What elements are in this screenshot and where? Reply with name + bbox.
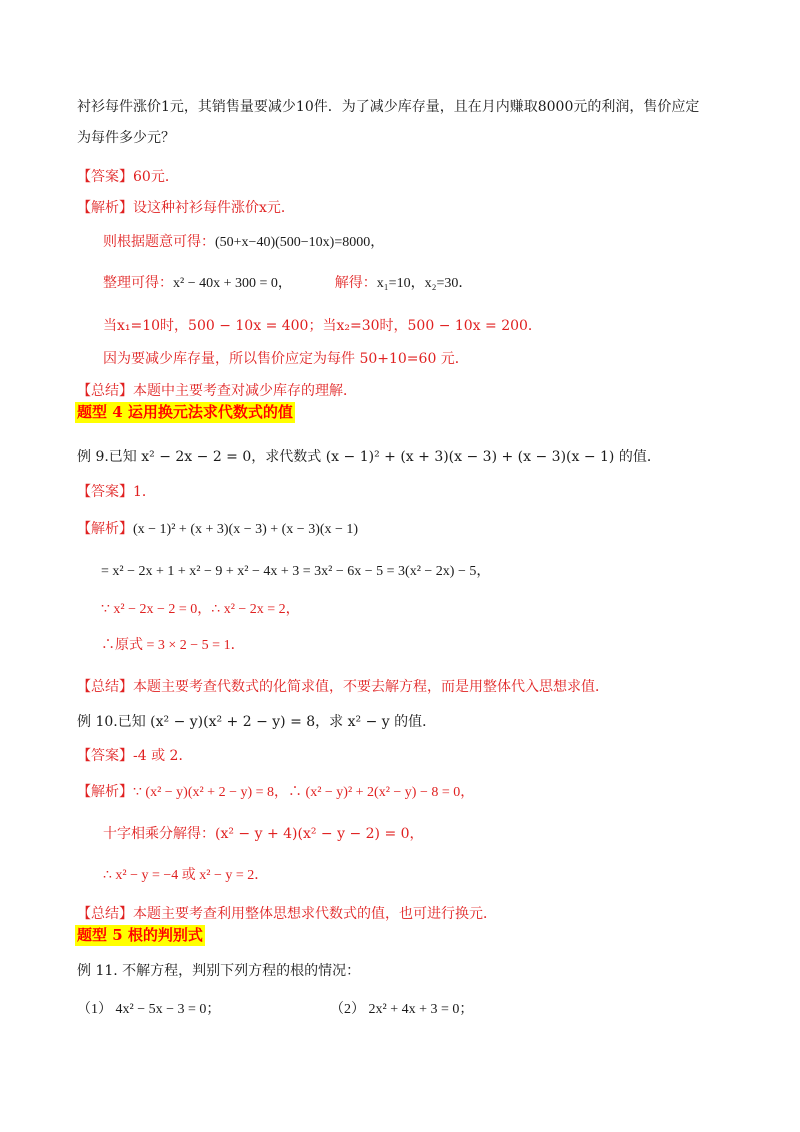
answer-value: 1． [133, 484, 156, 500]
summary-tag: 【总结】 [77, 906, 133, 922]
ex9-analysis-line-3: ∵ x² − 2x − 2 = 0，∴ x² − 2x = 2， [101, 602, 300, 617]
analysis-tag: 【解析】 [77, 521, 133, 537]
answer-tag: 【答案】 [77, 169, 133, 185]
ex10-analysis-line-2: 十字相乘分解得：(x² − y + 4)(x² − y − 2) = 0， [103, 826, 424, 842]
step-label: 整理可得： [103, 275, 173, 291]
summary-text: 本题主要考查利用整体思想求代数式的值，也可进行换元． [133, 906, 497, 922]
expression: ∵ (x² − y)(x² + 2 − y) = 8，∴ (x² − y)² + 2(x² − y) − 8 = 0， [133, 785, 475, 800]
ex10-analysis-line-3: ∴ x² − y = −4 或 x² − y = 2． [103, 868, 269, 883]
ex11-item-2: （2） 2x² + 4x + 3 = 0； [330, 1002, 474, 1017]
step-label: 则根据题意可得： [103, 234, 215, 250]
ex8-analysis-intro [77, 198, 295, 218]
answer-value: 60元． [133, 169, 179, 185]
ex9-analysis-line-1 [77, 519, 358, 540]
ex8-answer [77, 167, 179, 187]
ex10-answer [77, 746, 192, 766]
summary-text: 本题中主要考查对减少库存的理解． [133, 383, 357, 399]
ex9-question: 例 9.已知 x² − 2x − 2 = 0，求代数式 (x − 1)² + (x + 3)(x − 3) + (x − 3)(x − 1) 的值． [77, 449, 661, 465]
summary-text: 本题主要考查代数式的化简求值，不要去解方程，而是用整体代入思想求值． [133, 679, 609, 695]
answer-tag: 【答案】 [77, 748, 133, 764]
answer-value: -4 或 2． [133, 748, 193, 764]
ex11-question: 例 11. 不解方程，判别下列方程的根的情况： [77, 963, 361, 979]
problem-text-line-2: 为每件多少元？ [77, 130, 175, 146]
ex10-analysis-line-1 [77, 782, 474, 803]
section-heading-type-5: 题型 5 根的判别式 [77, 926, 203, 944]
ex8-step-4: 因为要减少库存量，所以售价应定为每件 50+10=60 元． [103, 351, 469, 367]
analysis-tag: 【解析】 [77, 200, 133, 216]
summary-tag: 【总结】 [77, 383, 133, 399]
analysis-text: 设这种衬衫每件涨价x元． [133, 200, 295, 216]
ex8-step-2 [103, 273, 472, 294]
ex8-step-1 [103, 232, 384, 253]
ex11-item-1: （1） 4x² − 5x − 3 = 0； [77, 1002, 221, 1017]
equation: x² − 40x + 300 = 0， [173, 276, 292, 291]
ex10-question: 例 10.已知 (x² − y)(x² + 2 − y) = 8，求 x² − y 的值． [77, 714, 437, 730]
problem-text-line-1: 衬衫每件涨价1元，其销售量要减少10件．为了减少库存量，且在月内赚取8000元的利润，售价应定 [77, 99, 700, 115]
answer-tag: 【答案】 [77, 484, 133, 500]
ex8-summary [77, 381, 357, 401]
ex10-summary [77, 904, 497, 924]
ex9-analysis-line-4: ∴原式 = 3 × 2 − 5 = 1． [101, 638, 245, 653]
summary-tag: 【总结】 [77, 679, 133, 695]
equation: (50+x−40)(500−10x)=8000， [215, 235, 385, 250]
ex8-step-3: 当x₁=10时，500 − 10x = 400；当x₂=30时，500 − 10x = 200． [103, 318, 542, 334]
analysis-tag: 【解析】 [77, 784, 133, 800]
solve-label: 解得： [334, 275, 377, 291]
ex9-analysis-line-2: = x² − 2x + 1 + x² − 9 + x² − 4x + 3 = 3x² − 6x − 5 = 3(x² − 2x) − 5， [101, 564, 491, 579]
ex9-summary [77, 677, 609, 697]
expression: (x − 1)² + (x + 3)(x − 3) + (x − 3)(x − 1) [133, 522, 359, 537]
ex9-answer [77, 482, 156, 502]
roots: x₁=10，x₂=30． [376, 276, 473, 291]
section-heading-type-4: 题型 4 运用换元法求代数式的值 [77, 403, 293, 421]
